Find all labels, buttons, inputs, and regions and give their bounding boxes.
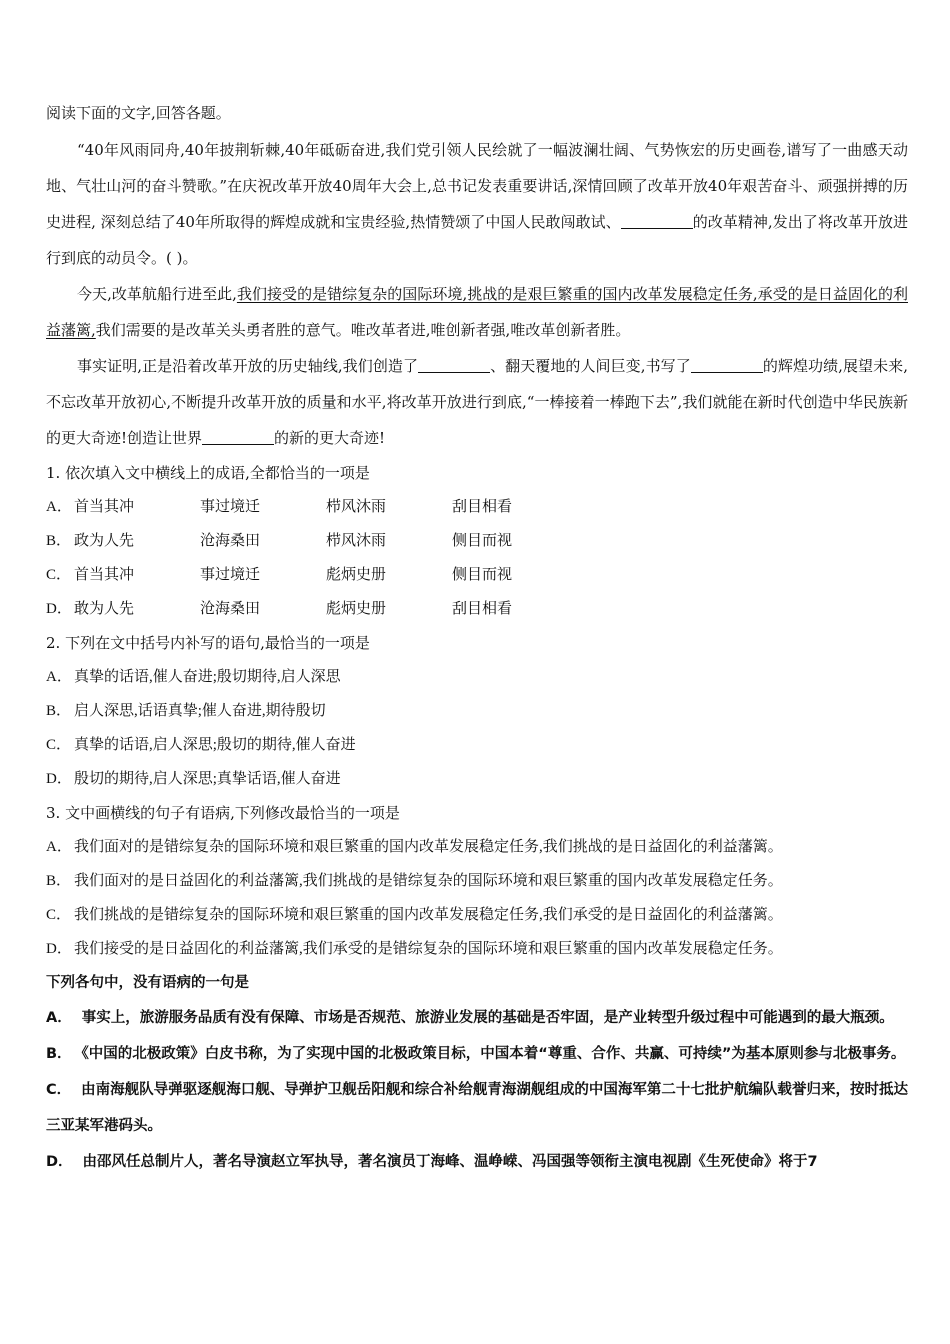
option-word: 事过境迁 <box>200 567 261 583</box>
question-2-option-a[interactable] <box>46 660 908 694</box>
passage-paragraph-1-text: “40年风雨同舟,40年披荆斩棘,40年砥砺奋进,我们党引领人民绘就了一幅波澜壮阔、气势恢宏的历史画卷,谱写了一曲感天动地、气壮山河的奋斗赞歌。”在庆祝改革开放40周年大会上,总书记发表重要讲话,深情回顾了改革开放40年艰苦奋斗、顽强拼搏的历史进程, 深刻总结了40年所取得的辉煌成就和宝贵经验,热情赞颂了中国人民敢闯敢试、 <box>46 141 908 231</box>
fill-blank-4 <box>202 429 274 445</box>
option-text: 殷切的期待,启人深思;真挚话语,催人奋进 <box>74 771 341 787</box>
question-2-stem: 2. 下列在文中括号内补写的语句,最恰当的一项是 <box>46 634 370 652</box>
question-4-stem: 下列各句中，没有语病的一句是 <box>46 975 249 991</box>
question-1-option-a[interactable] <box>46 490 908 524</box>
option-word: 彪炳史册 <box>326 601 387 617</box>
fill-blank-2 <box>418 357 490 373</box>
option-label: B． <box>46 533 72 549</box>
option-label: C． <box>46 567 72 583</box>
question-1-options <box>46 490 908 626</box>
question-3-stem: 3. 文中画横线的句子有语病,下列修改最恰当的一项是 <box>46 804 400 822</box>
option-label: C． <box>46 737 72 753</box>
fill-blank-3 <box>691 357 763 373</box>
question-2-option-b[interactable] <box>46 694 908 728</box>
option-label: A． <box>46 1010 72 1026</box>
question-4-option-d[interactable] <box>46 1144 908 1180</box>
option-word: 首当其冲 <box>74 499 135 515</box>
option-label: C． <box>46 1082 72 1098</box>
option-word: 政为人先 <box>74 533 135 549</box>
question-1-option-c[interactable] <box>46 558 908 592</box>
question-1-option-d[interactable] <box>46 592 908 626</box>
option-word: 敢为人先 <box>74 601 135 617</box>
question-4-option-b[interactable] <box>46 1036 908 1072</box>
question-4-option-c[interactable] <box>46 1072 908 1144</box>
option-label: D． <box>46 601 72 617</box>
option-label: B． <box>46 873 72 889</box>
question-3-option-b[interactable] <box>46 864 908 898</box>
option-text: 《中国的北极政策》白皮书称，为了实现中国的北极政策目标，中国本着“尊重、合作、共赢、可持续”为基本原则参与北极事务。 <box>81 1046 906 1062</box>
question-2-option-d[interactable] <box>46 762 908 796</box>
option-label: D． <box>46 771 72 787</box>
option-word: 侧目而视 <box>452 567 513 583</box>
passage-paragraph-3-part2: 、翻天覆地的人间巨变,书写了 <box>490 357 691 375</box>
option-text: 真挚的话语,催人奋进;殷切期待,启人深思 <box>74 669 341 685</box>
option-word: 刮目相看 <box>452 499 513 515</box>
reading-instruction: 阅读下面的文字,回答各题。 <box>46 104 231 122</box>
option-word: 沧海桑田 <box>200 601 261 617</box>
option-label: A． <box>46 499 72 515</box>
question-4-option-a[interactable] <box>46 1000 908 1036</box>
option-word: 栉风沐雨 <box>326 499 387 515</box>
option-word: 彪炳史册 <box>326 567 387 583</box>
option-label: C． <box>46 907 72 923</box>
document-page <box>46 96 908 1180</box>
option-word: 栉风沐雨 <box>326 533 387 549</box>
question-3-option-c[interactable] <box>46 898 908 932</box>
option-word: 沧海桑田 <box>200 533 261 549</box>
question-1-stem: 1. 依次填入文中横线上的成语,全都恰当的一项是 <box>46 464 370 482</box>
passage-paragraph-3-part4: 的新的更大奇迹! <box>274 429 386 447</box>
option-word: 侧目而视 <box>452 533 513 549</box>
option-label: A． <box>46 839 72 855</box>
passage-paragraph-1 <box>46 132 908 276</box>
option-label: D． <box>46 1154 73 1170</box>
question-3-option-a[interactable] <box>46 830 908 864</box>
option-word: 刮目相看 <box>452 601 513 617</box>
question-3-option-d[interactable] <box>46 932 908 966</box>
passage-paragraph-1-tail: 的改革精神,发出了将改革开放进行到底的动员令。( )。 <box>46 213 908 267</box>
option-label: A． <box>46 669 72 685</box>
option-text: 我们接受的是日益固化的利益藩篱,我们承受的是错综复杂的国际环境和艰巨繁重的国内改革发展稳定任务。 <box>74 941 783 957</box>
fill-blank-1 <box>621 213 693 229</box>
option-text: 我们面对的是日益固化的利益藩篱,我们挑战的是错综复杂的国际环境和艰巨繁重的国内改革发展稳定任务。 <box>74 873 783 889</box>
passage-paragraph-3-part3: 的辉煌功绩,展望未来,不忘改革开放初心,不断提升改革开放的质量和水平,将改革开放进行到底,“一棒接着一棒跑下去”,我们就能在新时代创造中华民族新的更大奇迹!创造让世界 <box>46 357 908 447</box>
option-text: 我们面对的是错综复杂的国际环境和艰巨繁重的国内改革发展稳定任务,我们挑战的是日益固化的利益藩篱。 <box>74 839 783 855</box>
passage-paragraph-3-part1: 事实证明,正是沿着改革开放的历史轴线,我们创造了 <box>77 357 419 375</box>
option-text: 启人深思,话语真挚;催人奋进,期待殷切 <box>74 703 326 719</box>
question-1-option-b[interactable] <box>46 524 908 558</box>
passage-paragraph-2 <box>46 276 908 348</box>
option-text: 事实上，旅游服务品质有没有保障、市场是否规范、旅游业发展的基础是否牢固，是产业转型升级过程中可能遇到的最大瓶颈。 <box>81 1010 894 1026</box>
option-label: B． <box>46 703 72 719</box>
option-word: 事过境迁 <box>200 499 261 515</box>
option-label: B． <box>46 1046 72 1062</box>
passage-paragraph-3 <box>46 348 908 456</box>
option-text: 我们挑战的是错综复杂的国际环境和艰巨繁重的国内改革发展稳定任务,我们承受的是日益固化的利益藩篱。 <box>74 907 783 923</box>
question-2-option-c[interactable] <box>46 728 908 762</box>
passage-paragraph-2-lead: 今天,改革航船行进至此, <box>77 285 237 303</box>
underlined-sentence: 我们接受的是错综复杂的国际环境,挑战的是艰巨繁重的国内改革发展稳定任务,承受的是日益固化的利益藩篱, <box>46 285 908 339</box>
option-label: D． <box>46 941 72 957</box>
option-text: 由南海舰队导弹驱逐舰海口舰、导弹护卫舰岳阳舰和综合补给舰青海湖舰组成的中国海军第二十七批护航编队载誉归来，按时抵达三亚某军港码头。 <box>46 1082 908 1134</box>
option-text: 真挚的话语,启人深思;殷切的期待,催人奋进 <box>74 737 356 753</box>
passage-paragraph-2-tail: 我们需要的是改革关头勇者胜的意气。唯改革者进,唯创新者强,唯改革创新者胜。 <box>95 321 631 339</box>
option-text: 由邵风任总制片人，著名导演赵立军执导，著名演员丁海峰、温峥嵘、冯国强等领衔主演电视剧《生死使命》将于7 <box>82 1154 818 1170</box>
option-word: 首当其冲 <box>74 567 135 583</box>
